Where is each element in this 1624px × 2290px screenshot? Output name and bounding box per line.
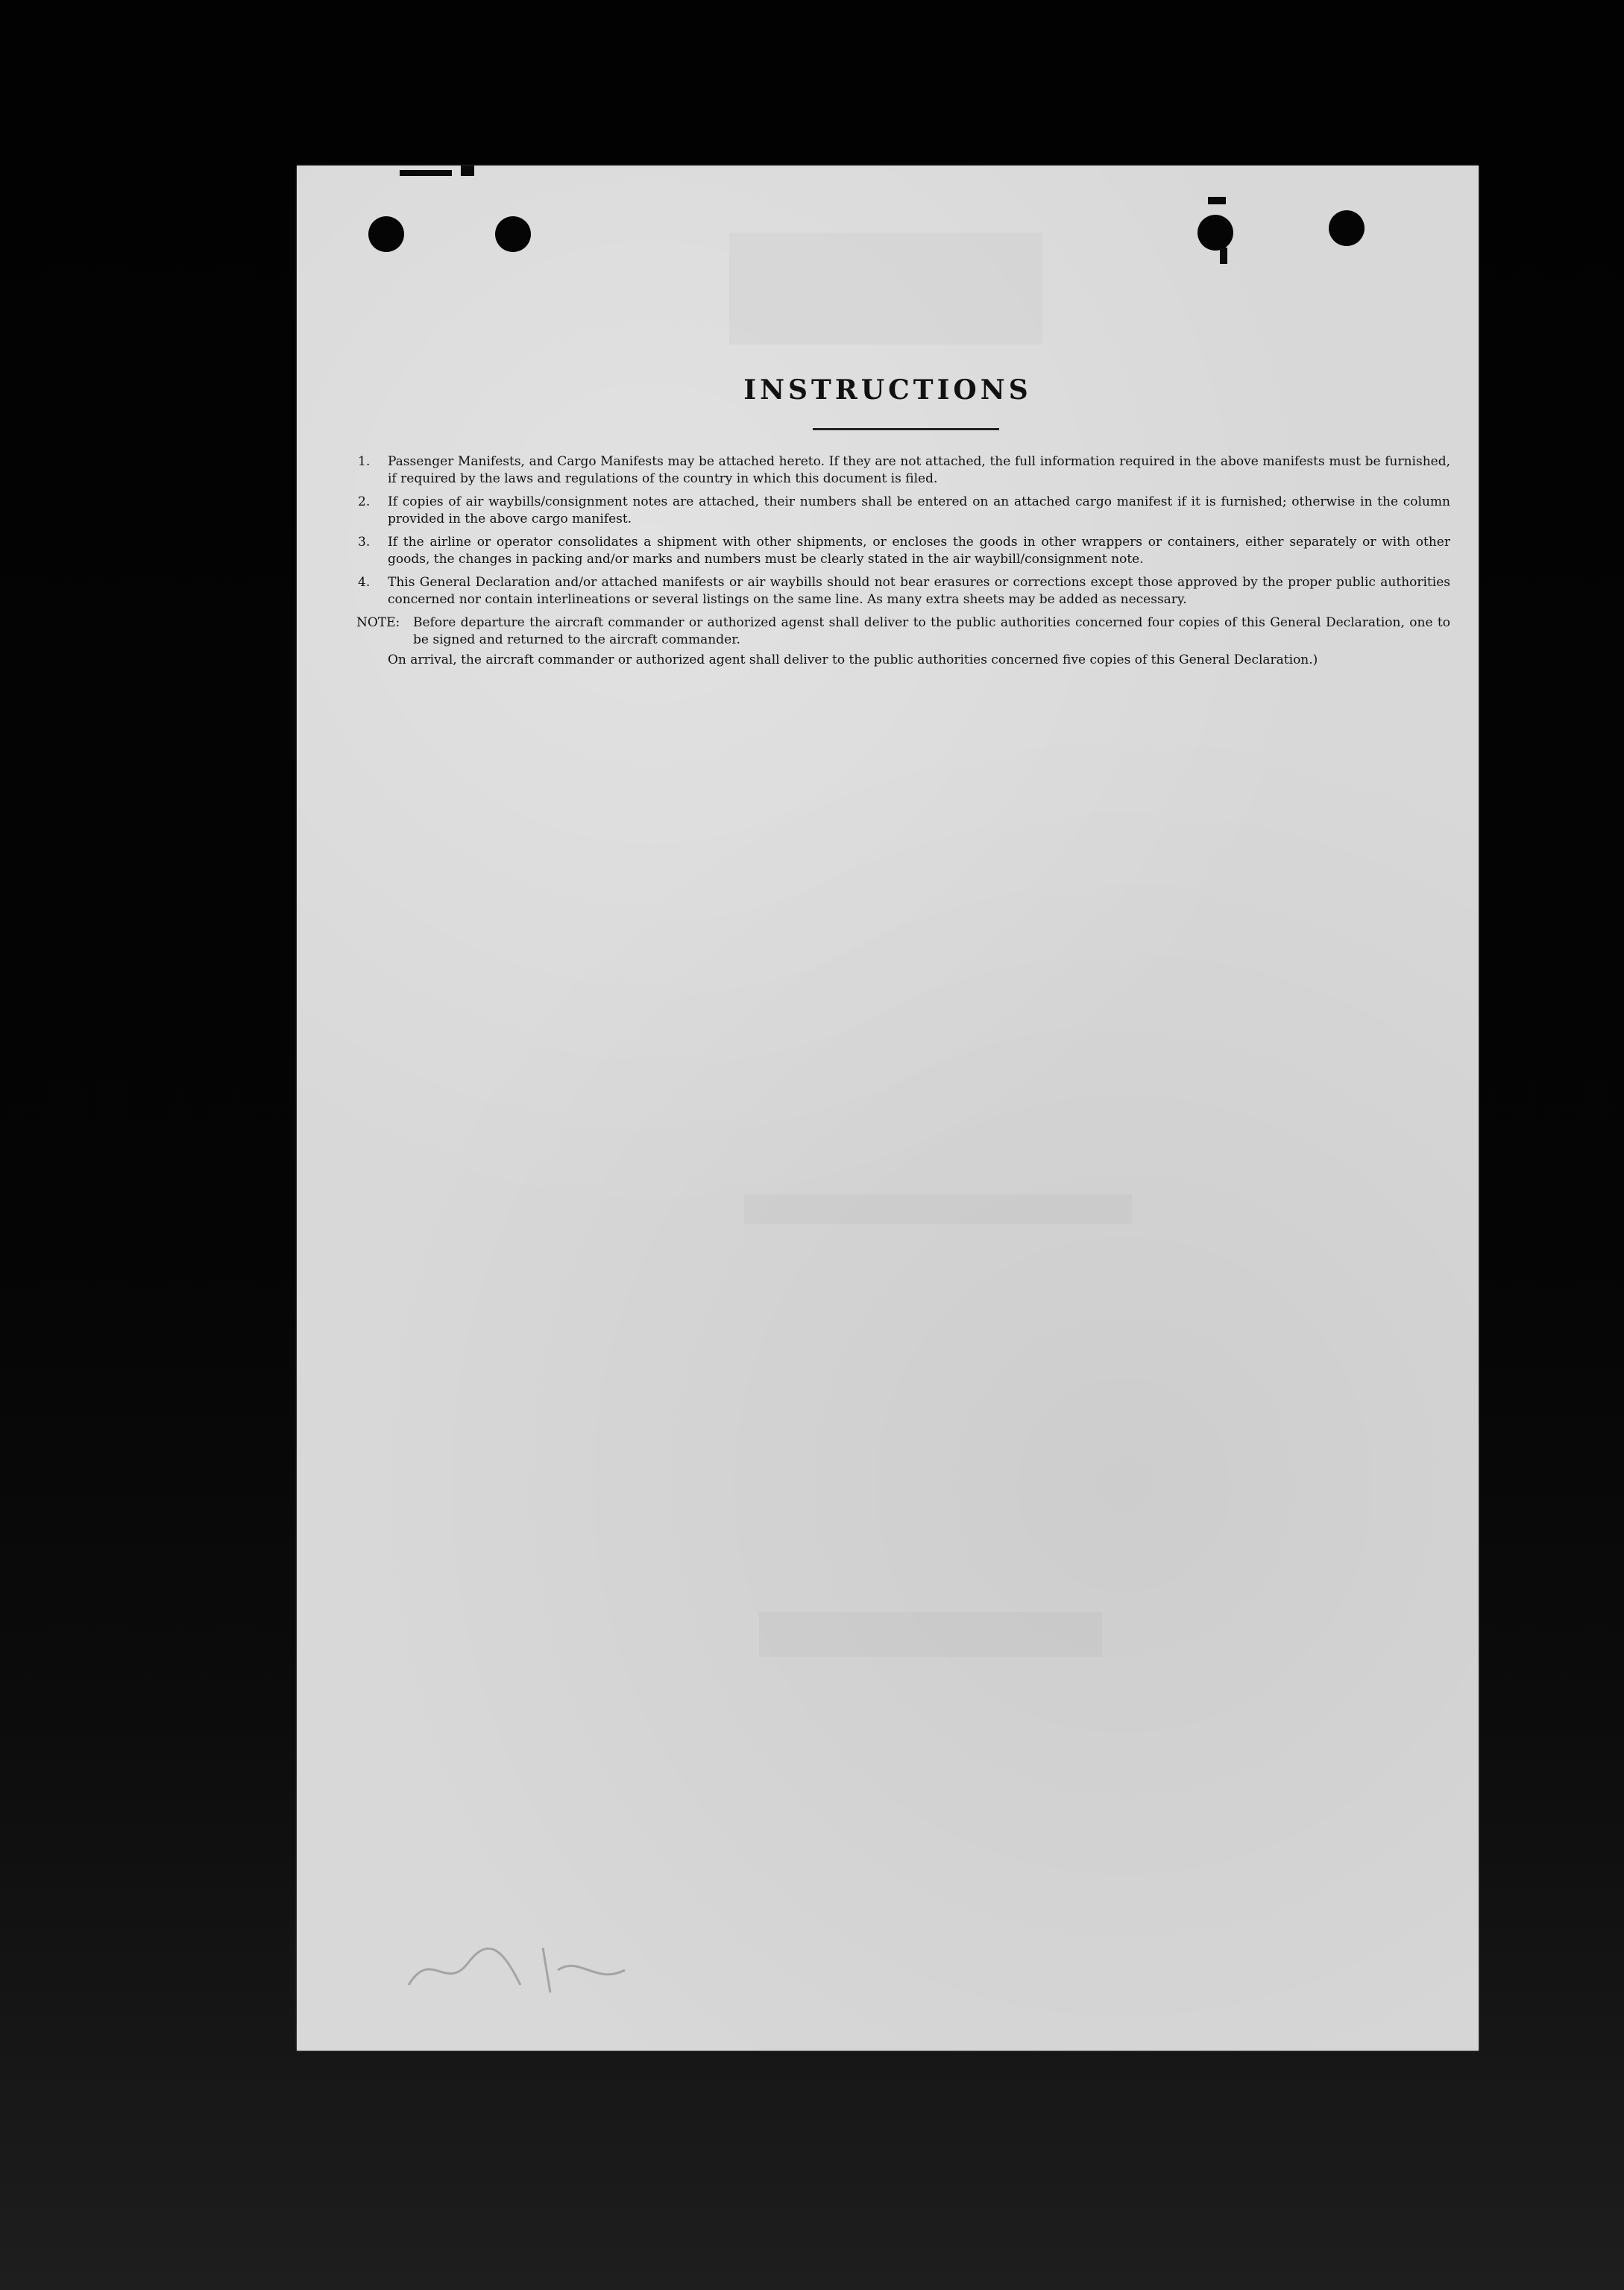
- instruction-item: [358, 534, 1450, 568]
- instruction-item: [358, 574, 1450, 608]
- instruction-number: 2.: [358, 494, 371, 509]
- instruction-text: If copies of air waybills/consignment notes are attached, their numbers shall be entered on an attached cargo manifest if it is furnished; otherwise in the column provided in the above cargo manifest.: [388, 494, 1450, 526]
- top-edge-mark: [1220, 248, 1227, 264]
- instructions-list: [358, 453, 1450, 669]
- punch-hole-left-1: [368, 216, 404, 252]
- instruction-item: [358, 494, 1450, 528]
- punch-hole-right-1: [1197, 215, 1233, 251]
- document-page: [297, 166, 1479, 2051]
- punch-hole-left-2: [495, 216, 531, 252]
- note-label: NOTE:: [356, 615, 400, 630]
- title-underline: [813, 428, 999, 430]
- instruction-text: If the airline or operator consolidates a shipment with other shipments, or encloses the goods in other wrappers or containers, either separately or with other goods, the changes in packing and/or marks and numbers must be clearly stated in the air waybill/consignment note.: [388, 535, 1450, 567]
- bleed-through-block: [744, 1195, 1132, 1224]
- top-edge-mark: [461, 166, 474, 176]
- instruction-number: 3.: [358, 535, 371, 550]
- bleed-through-block: [759, 1612, 1102, 1657]
- top-edge-mark: [1208, 197, 1226, 204]
- bleed-through-block: [729, 233, 1042, 345]
- note-arrival: [358, 652, 1450, 669]
- faint-signature-scribble: [401, 1933, 670, 2000]
- page-title: INSTRUCTIONS: [743, 374, 1032, 406]
- instruction-number: 1.: [358, 454, 371, 469]
- instruction-item: [358, 453, 1450, 488]
- instruction-text: Passenger Manifests, and Cargo Manifests may be attached hereto. If they are not attached, the full information required in the above manifests must be furnished, if required by the laws and regulations of the country in which this document is filed.: [388, 454, 1450, 486]
- punch-hole-right-2: [1329, 210, 1365, 246]
- note-departure-text: Before departure the aircraft commander or authorized agenst shall deliver to the public authorities concerned four copies of this General Declaration, one to be signed and returned to the aircraft commander.: [413, 615, 1450, 647]
- note-arrival-text: On arrival, the aircraft commander or authorized agent shall deliver to the public authorities concerned five copies of this General Declaration.): [388, 652, 1318, 667]
- top-edge-mark: [400, 170, 452, 176]
- instruction-text: This General Declaration and/or attached manifests or air waybills should not bear erasures or corrections except those approved by the proper public authorities concerned nor contain interlineations or several listings on the same line. As many extra sheets may be added as necessary.: [388, 575, 1450, 607]
- note-departure: [358, 614, 1450, 649]
- instruction-number: 4.: [358, 575, 371, 590]
